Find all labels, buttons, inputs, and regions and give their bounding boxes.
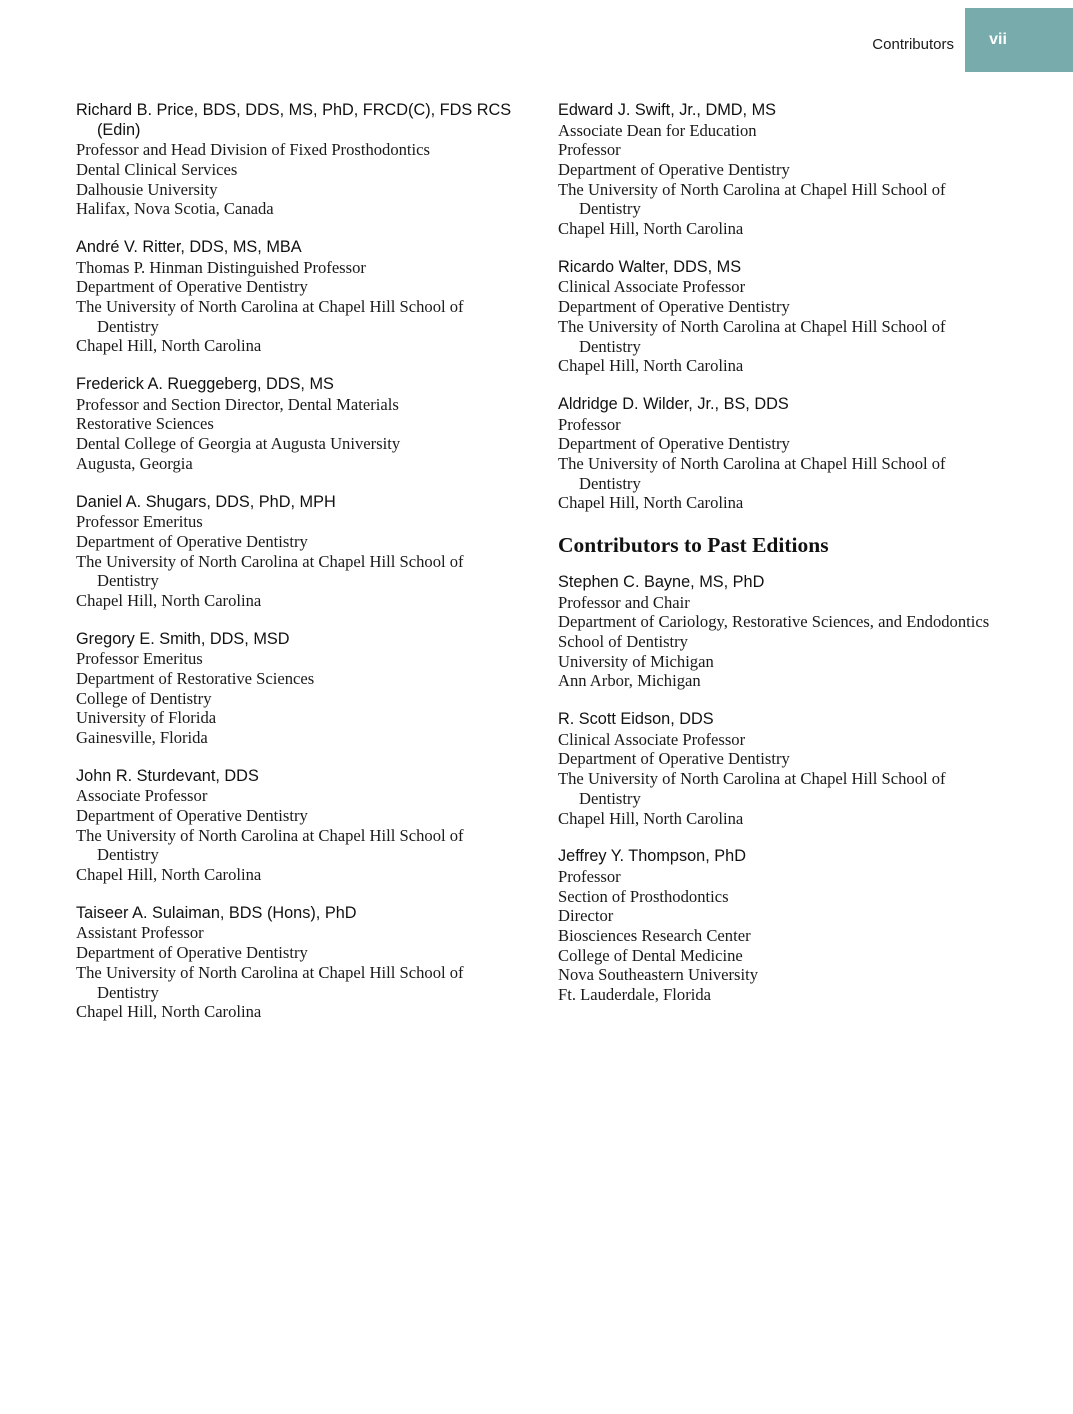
affiliation-line: Department of Operative Dentistry [558,160,790,179]
past-contributors-list [558,573,998,1005]
affiliation-line: University of Michigan [558,651,714,671]
affiliation-line: Professor Emeritus [76,512,203,532]
affiliation-line: Biosciences Research Center [558,925,751,945]
affiliation-line: Chapel Hill, North Carolina [558,219,744,239]
affiliation-line: Professor Emeritus [76,649,203,669]
affiliation-line: Dental Clinical Services [76,159,238,179]
affiliation-line: Department of Operative Dentistry [76,277,308,297]
contributor-name: Edward J. Swift, Jr., DMD, MS [558,101,777,119]
affiliation-line: Professor [558,414,621,434]
affiliation-line: Gainesville, Florida [76,728,208,748]
contributor-entry [558,395,998,513]
current-contributors-continued [558,101,998,513]
affiliation-line: Professor and Chair [558,592,690,612]
affiliation-line: University of Florida [76,708,217,728]
contributor-entry [558,710,998,828]
affiliation-line: Ann Arbor, Michigan [558,671,701,691]
affiliation-line: Director [558,906,614,926]
running-head-section-title: Contributors [872,36,954,53]
affiliation-line: Associate Dean for Education [558,120,757,140]
affiliation-line: Department of Operative Dentistry [558,297,790,317]
affiliation-line: Department of Operative Dentistry [76,806,308,826]
affiliation-line: College of Dental Medicine [558,945,743,965]
affiliation-line: Ft. Lauderdale, Florida [558,985,711,1005]
affiliation-line: Professor and Head Division of Fixed Prosthodontics [76,140,430,160]
affiliation-line: The University of North Carolina at Chapel Hill School of Dentistry [76,962,464,1002]
affiliation-line: Augusta, Georgia [76,453,193,473]
contributor-name: Stephen C. Bayne, MS, PhD [558,573,765,592]
contributor-name: Frederick A. Rueggeberg, DDS, MS [76,375,334,394]
contributor-name: Aldridge D. Wilder, Jr., BS, DDS [558,394,789,413]
affiliation-line: Dalhousie University [76,179,218,199]
affiliation-line: Associate Professor [76,786,208,806]
affiliation-line: The University of North Carolina at Chapel Hill School of Dentistry [76,551,464,591]
contributor-entry [558,258,998,376]
affiliation-line: Chapel Hill, North Carolina [76,590,262,610]
affiliation-line: Clinical Associate Professor [558,729,746,749]
affiliation-line: Department of Cariology, Restorative Sciences, and Endodontics [558,612,990,632]
page-number-tab: vii [965,8,1073,72]
contributor-name: Daniel A. Shugars, DDS, PhD, MPH [76,492,336,511]
affiliation-line: Dental College of Georgia at Augusta University [76,434,401,454]
contributor-entry [76,493,526,611]
contributor-name: John R. Sturdevant, DDS [76,766,259,785]
affiliation-line: Department of Operative Dentistry [76,943,308,963]
contributor-entry [76,375,526,473]
contributor-name: Richard B. Price, BDS, DDS, MS, PhD, FRCD(C), FDS RCS (Edin) [76,101,512,139]
affiliation-line: The University of North Carolina at Chapel Hill School of Dentistry [558,453,946,493]
affiliation-line: Clinical Associate Professor [558,277,746,297]
left-column [76,101,526,1041]
affiliation-line: Chapel Hill, North Carolina [76,865,262,885]
affiliation-line: Professor and Section Director, Dental Materials [76,394,399,414]
affiliation-line: Department of Operative Dentistry [76,531,308,551]
affiliation-line: The University of North Carolina at Chapel Hill School of Dentistry [558,179,946,219]
affiliation-line: The University of North Carolina at Chapel Hill School of Dentistry [76,825,464,865]
affiliation-line: The University of North Carolina at Chapel Hill School of Dentistry [558,769,946,808]
affiliation-line: The University of North Carolina at Chapel Hill School of Dentistry [76,297,464,336]
contributor-entry [558,101,998,239]
contributor-name: André V. Ritter, DDS, MS, MBA [76,238,302,256]
affiliation-line: College of Dentistry [76,688,212,708]
affiliation-line: Chapel Hill, North Carolina [76,1002,262,1022]
affiliation-line: Chapel Hill, North Carolina [558,808,744,828]
contributor-name: R. Scott Eidson, DDS [558,710,714,729]
contributor-entry [76,101,526,219]
contributor-entry [558,573,998,691]
affiliation-line: Thomas P. Hinman Distinguished Professor [76,257,366,277]
affiliation-line: The University of North Carolina at Chapel Hill School of Dentistry [558,316,946,356]
contributor-name: Gregory E. Smith, DDS, MSD [76,629,290,648]
affiliation-line: Chapel Hill, North Carolina [558,356,744,376]
affiliation-line: School of Dentistry [558,632,688,652]
contributor-entry [76,904,526,1022]
affiliation-line: Department of Operative Dentistry [558,434,790,454]
affiliation-line: Chapel Hill, North Carolina [558,493,744,513]
affiliation-line: Section of Prosthodontics [558,886,729,906]
contributor-name: Ricardo Walter, DDS, MS [558,257,742,276]
past-editions-heading: Contributors to Past Editions [558,533,829,558]
contributor-name: Jeffrey Y. Thompson, PhD [558,847,746,866]
affiliation-line: Professor [558,140,621,160]
contributor-name: Taiseer A. Sulaiman, BDS (Hons), PhD [76,903,357,922]
contributor-entry [558,847,998,1005]
right-column [558,101,998,1024]
affiliation-line: Department of Operative Dentistry [558,749,790,769]
contributor-entry [76,238,526,356]
contributor-entry [76,767,526,885]
contributor-entry [76,630,526,748]
affiliation-line: Nova Southeastern University [558,965,759,985]
affiliation-line: Department of Restorative Sciences [76,668,315,688]
affiliation-line: Professor [558,866,621,886]
affiliation-line: Assistant Professor [76,923,204,943]
affiliation-line: Restorative Sciences [76,414,214,434]
affiliation-line: Chapel Hill, North Carolina [76,336,262,356]
affiliation-line: Halifax, Nova Scotia, Canada [76,199,274,219]
